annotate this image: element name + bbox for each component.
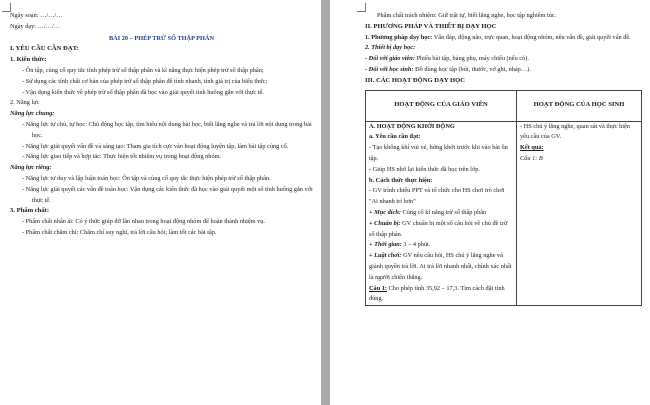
- text-line: I. YÊU CẦU CẦN ĐẠT:: [10, 45, 79, 53]
- text-line: 1. Phương pháp dạy học: Vấn đáp, động não, trực quan, hoạt động nhóm, nêu vấn đề, giải quyết vấn đề.: [365, 33, 631, 41]
- student-column-header: HOẠT ĐỘNG CỦA HỌC SINH: [517, 90, 642, 121]
- teacher-activity-line: + Thời gian: 3 – 4 phút.: [369, 241, 431, 249]
- text-line: - Năng lực giao tiếp và hợp tác: Thực hiện tốt nhiệm vụ trong hoạt động nhóm.: [22, 153, 222, 161]
- student-activity-line: Câu 1: B: [520, 154, 543, 162]
- teacher-activity-line: - Tạo không khí vui vẻ, hứng khởi trước khi vào bài ôn tập.: [369, 144, 508, 162]
- teacher-activity-line: A. HOẠT ĐỘNG KHỞI ĐỘNG: [369, 122, 455, 130]
- text-line: 2. Thiết bị dạy học:: [365, 44, 416, 52]
- text-line: - Đối với học sinh: Đồ dùng học tập (bút, thước, vở ghi, nháp…).: [365, 65, 531, 73]
- text-line: - Năng lực tự chủ, tự học: Chủ động học tập, tìm hiểu nội dung bài học, biết lắng nghe và trả lời nội dung trong bài học.: [22, 120, 312, 139]
- text-line: Năng lực chung:: [10, 110, 55, 118]
- table-row: [366, 121, 642, 306]
- teacher-activity-line: - Giúp HS nhớ lại kiến thức đã học trên lớp.: [369, 165, 480, 173]
- right-text-block: [365, 11, 642, 87]
- text-line: BÀI 20 – PHÉP TRỪ SỐ THẬP PHÂN: [108, 34, 215, 42]
- text-line: 1. Kiến thức:: [10, 56, 47, 64]
- teacher-activity-line: b. Cách thức thực hiện:: [369, 176, 433, 184]
- teacher-activity-line: a. Yêu cầu cần đạt:: [369, 133, 421, 141]
- table-header-row: [366, 90, 642, 121]
- page-right-body: [365, 11, 642, 306]
- text-line: 2. Năng lực: [10, 99, 40, 107]
- student-activity-line: - HS chú ý lắng nghe, quan sát và thực hiện yêu cầu của GV.: [520, 122, 630, 141]
- text-line: II. PHƯƠNG PHÁP VÀ THIẾT BỊ DẠY HỌC: [365, 22, 497, 30]
- text-line: 3. Phẩm chất:: [10, 207, 50, 215]
- document-page-right: [330, 0, 650, 405]
- page-left-body: [10, 11, 313, 239]
- text-line: - Năng lực tư duy và lập luận toán học: Ôn tập và củng cố quy tắc thực hiện phép trừ số thập phân.: [22, 174, 271, 182]
- teacher-activity-cell: [366, 121, 517, 306]
- document-page-left: [0, 0, 321, 405]
- teacher-column-header: HOẠT ĐỘNG CỦA GIÁO VIÊN: [366, 90, 517, 121]
- teacher-activity-line: - GV trình chiếu PPT và tổ chức cho HS chơi trò chơi "Ai nhanh trí hơn": [369, 187, 505, 206]
- teacher-activity-line: + Mục đích: Củng cố kĩ năng trừ số thập phân: [369, 208, 487, 216]
- text-line: - Đối với giáo viên: Phiếu bài tập, bảng phụ, máy chiếu (nếu có).: [365, 55, 529, 63]
- student-activity-cell: [517, 121, 642, 306]
- student-activity-line: Kết quả:: [520, 144, 544, 152]
- activity-table: [365, 90, 642, 307]
- text-line: - Ôn tập, củng cố quy tắc tính phép trừ số thập phân và kĩ năng thực hiện phép trừ số thập phân;: [22, 66, 264, 74]
- text-line: Năng lực riêng:: [10, 164, 52, 172]
- text-line: - Năng lực giải quyết vấn đề và sáng tạo: Tham gia tích cực vào hoạt động luyện tập, làm bài tập củng cố.: [22, 142, 289, 150]
- text-line: Phẩm chất trách nhiệm: Giữ trật tự, biết lắng nghe, học tập nghiêm túc.: [377, 12, 557, 19]
- text-line: Ngày dạy: …/…/…: [10, 22, 61, 30]
- text-line: - Phẩm chất nhân ái: Có ý thức giúp đỡ lẫn nhau trong hoạt động nhóm để hoàn thành nhiệm vụ.: [22, 218, 266, 226]
- text-line: - Vận dụng kiến thức về phép trừ số thập phân đã học vào giải quyết tình huống gắn với thực tế.: [22, 88, 264, 96]
- teacher-activity-line: + Chuẩn bị: GV chuẩn bị một số câu hỏi về chủ đề trừ số thập phân.: [369, 219, 508, 238]
- text-line: - Sử dụng các tính chất cơ bản của phép trừ số thập phân để tính nhanh, tính giá trị của biểu thức;: [22, 77, 268, 85]
- text-line: - Năng lực giải quyết các vấn đề toán học: Vận dụng các kiến thức đã học vào giải quyết một số tình huống gắn với thực tế.: [22, 185, 313, 204]
- text-line: III. CÁC HOẠT ĐỘNG DẠY HỌC: [365, 76, 466, 84]
- text-line: - Phẩm chất chăm chỉ: Chăm chỉ suy nghĩ, trả lời câu hỏi; làm tốt các bài tập.: [22, 228, 217, 236]
- teacher-activity-line: + Luật chơi: GV nêu câu hỏi, HS chú ý lắng nghe và giành quyền trả lời. Ai trả lời nhanh nhất, chính xác nhất là người chiến thắng.: [369, 252, 512, 281]
- text-line: Ngày soạn: …/…/…: [10, 12, 63, 19]
- teacher-activity-line: Câu 1: Cho phép tính 35,92 – 17,3. Tìm cách đặt tính đúng.: [369, 284, 505, 303]
